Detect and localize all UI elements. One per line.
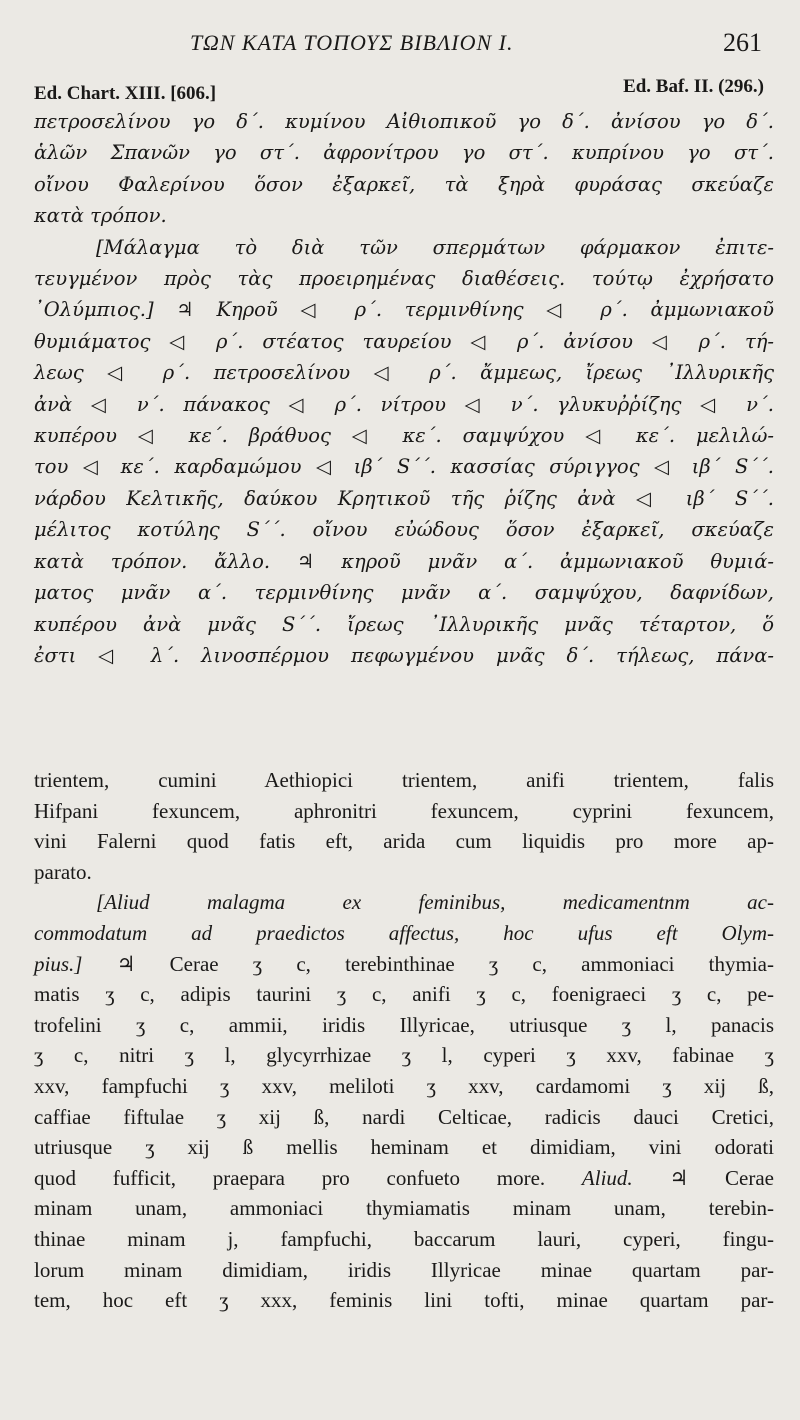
edition-reference-left: Ed. Chart. XIII. [606.] <box>34 83 217 104</box>
greek-line: κατὰ τρόπον. ἄλλο. ♃ κηροῦ μνᾶν α΄. ἀμμωνιακοῦ θυμιά- <box>34 549 774 573</box>
greek-line: [Μάλαγμα τὸ διὰ τῶν σπερμάτων φάρμακον ἐπιτε- <box>96 235 774 259</box>
greek-line: νάρδου Κελτικῆς, δαύκου Κρητικοῦ τῆς ῥίζης ἀνὰ ◁ ιβ΄ S΄΄. <box>34 486 774 510</box>
latin-fragment: quod fufficit, praepara pro confueto more. <box>34 1165 582 1190</box>
latin-text-block <box>34 765 774 1316</box>
latin-fragment: ♃ Cerae ʒ c, terebinthinae ʒ c, ammoniaci thymia- <box>82 951 774 976</box>
latin-italic-fragment: pius.] <box>34 951 83 976</box>
greek-line: κατὰ τρόπον. <box>34 204 167 228</box>
greek-line: οἴνου Φαλερίνου ὅσον ἐξαρκεῖ, τὰ ξηρὰ φυράσας σκεύαζε <box>34 172 774 196</box>
latin-line: commodatum ad praedictos affectus, hoc ufus eft Olym- <box>34 920 774 945</box>
edition-reference-right: Ed. Baf. II. (296.) <box>623 76 764 97</box>
greek-text-block <box>34 106 774 671</box>
latin-italic-fragment: Aliud. <box>581 1165 633 1190</box>
latin-line: trientem, cumini Aethiopici trientem, anifi trientem, falis <box>34 768 774 792</box>
greek-line: ματος μνᾶν α΄. τερμινθίνης μνᾶν α΄. σαμψύχου, δαφνίδων, <box>34 581 774 605</box>
latin-line: caffiae fiftulae ʒ xij ß, nardi Celticae, radicis dauci Cretici, <box>34 1104 774 1129</box>
page-number: 261 <box>723 28 762 57</box>
greek-line: τευγμένον πρὸς τὰς προειρημένας διαθέσεις. τούτῳ ἐχρήσατο <box>34 267 774 291</box>
greek-line: του ◁ κε΄. καρδαμώμου ◁ ιβ΄ S΄΄. κασσίας σύριγγος ◁ ιβ΄ S΄΄. <box>34 455 774 479</box>
latin-line: minam unam, ammoniaci thymiamatis minam unam, terebin- <box>34 1196 774 1221</box>
latin-line: vini Falerni quod fatis eft, arida cum liquidis pro more ap- <box>34 829 774 854</box>
greek-line: κυπέρου ἀνὰ μνᾶς S΄΄. ἴρεως ᾽Ιλλυρικῆς μνᾶς τέταρτον, ὅ <box>34 612 774 636</box>
greek-line: κυπέρου ◁ κε΄. βράθυος ◁ κε΄. σαμψύχου ◁ κε΄. μελιλώ- <box>34 424 774 448</box>
latin-line: ʒ c, nitri ʒ l, glycyrrhizae ʒ l, cyperi ʒ xxv, fabinae ʒ <box>34 1043 774 1068</box>
greek-line: ἐστι ◁ λ΄. λινοσπέρμου πεφωγμένου μνᾶς δ΄. τήλεως, πάνα- <box>34 643 774 667</box>
greek-line: λεως ◁ ρ΄. πετροσελίνου ◁ ρ΄. ἄμμεως, ἴρεως ᾽Ιλλυρικῆς <box>34 361 774 385</box>
greek-line: θυμιάματος ◁ ρ΄. στέατος ταυρείου ◁ ρ΄. ἀνίσου ◁ ρ΄. τή- <box>34 329 774 353</box>
greek-line: ᾽Ολύμπιος.] ♃ Κηροῦ ◁ ρ΄. τερμινθίνης ◁ ρ΄. ἀμμωνιακοῦ <box>34 298 774 322</box>
greek-line: ἀνὰ ◁ ν΄. πάνακος ◁ ρ΄. νίτρου ◁ ν΄. γλυκυῤῥίζης ◁ ν΄. <box>34 392 774 416</box>
latin-line: utriusque ʒ xij ß mellis heminam et dimidiam, vini odorati <box>34 1135 774 1160</box>
latin-line: lorum minam dimidiam, iridis Illyricae minae quartam par- <box>34 1257 774 1282</box>
latin-line: trofelini ʒ c, ammii, iridis Illyricae, utriusque ʒ l, panacis <box>34 1012 774 1037</box>
latin-fragment: ♃ Cerae <box>632 1165 774 1190</box>
latin-line: tem, hoc eft ʒ xxx, feminis lini tofti, minae quartam par- <box>34 1288 774 1313</box>
latin-line <box>34 1163 774 1194</box>
greek-line: πετροσελίνου γο δ΄. κυμίνου Αἰθιοπικοῦ γο δ΄. ἀνίσου γο δ΄. <box>34 110 774 133</box>
latin-line: xxv, fampfuchi ʒ xxv, meliloti ʒ xxv, cardamomi ʒ xij ß, <box>34 1073 774 1098</box>
latin-line: parato. <box>34 859 92 884</box>
latin-line <box>34 949 774 980</box>
latin-line: thinae minam j, fampfuchi, baccarum lauri, cyperi, fingu- <box>34 1226 774 1251</box>
latin-line: Hifpani fexuncem, aphronitri fexuncem, cyprini fexuncem, <box>34 798 774 823</box>
latin-line: matis ʒ c, adipis taurini ʒ c, anifi ʒ c, foenigraeci ʒ c, pe- <box>34 982 774 1007</box>
latin-line: [Aliud malagma ex feminibus, medicamentnm ac- <box>96 890 774 915</box>
greek-line: ἁλῶν Σπανῶν γο στ΄. ἀφρονίτρου γο στ΄. κυπρίνου γο στ΄. <box>34 141 774 165</box>
greek-line: μέλιτος κοτύλης S΄΄. οἴνου εὐώδους ὅσον ἐξαρκεῖ, σκεύαζε <box>34 518 774 542</box>
running-head: ΤΩΝ ΚΑΤΑ ΤΟΠΟΥΣ ΒΙΒΛΙΟΝ Ι. <box>190 30 514 55</box>
